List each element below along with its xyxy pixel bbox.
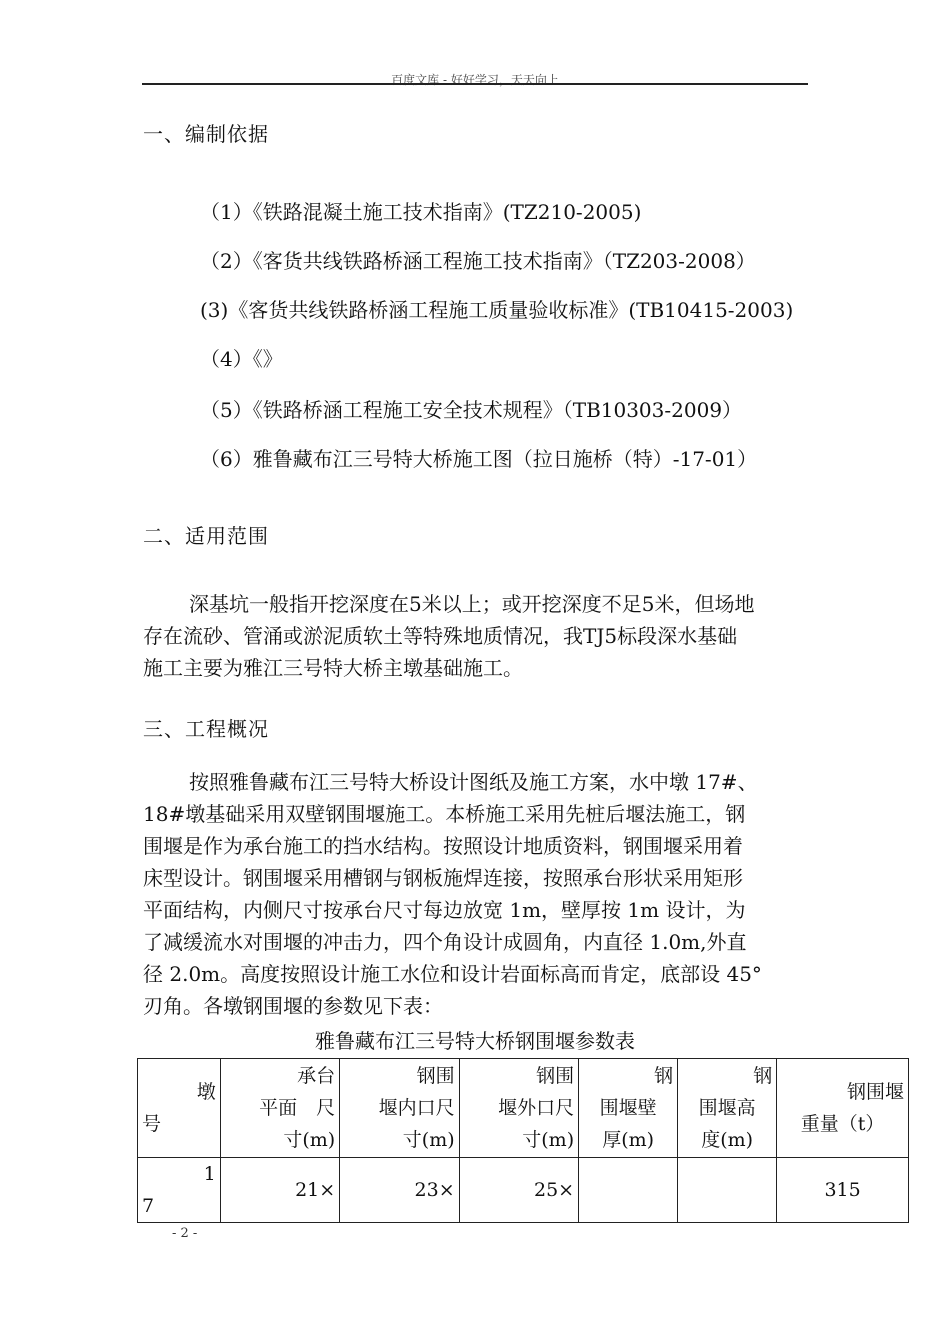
header-cell-wall-thickness: [579, 1059, 678, 1158]
table-caption: 雅鲁藏布江三号特大桥钢围堰参数表: [315, 1029, 635, 1053]
overview-line: 按照雅鲁藏布江三号特大桥设计图纸及施工方案，水中墩 17#、: [189, 770, 758, 794]
header-text: 钢围: [536, 1065, 575, 1087]
header-cell-outer-size: [459, 1059, 578, 1158]
reference-item-5: （5）《铁路桥涵工程施工安全技术规程》（TB10303-2009）: [200, 398, 743, 422]
scope-line: 存在流砂、管涌或淤泥质软土等特殊地质情况，我TJ5标段深水基础: [143, 624, 738, 648]
cell-outer-size: 25×: [459, 1158, 578, 1223]
header-text: 围堰高: [698, 1097, 756, 1119]
table-header-row: [138, 1059, 909, 1158]
section-heading-overview: 三、工程概况: [143, 717, 269, 741]
header-text: 寸(m): [522, 1129, 575, 1151]
cell-weight: 315: [777, 1158, 909, 1223]
header-text: 承台: [297, 1065, 336, 1087]
header-text: 钢: [753, 1065, 773, 1087]
header-cell-height: [678, 1059, 777, 1158]
overview-line: 18#墩基础采用双壁钢围堰施工。本桥施工采用先桩后堰法施工，钢: [143, 802, 746, 826]
overview-line: 围堰是作为承台施工的挡水结构。按照设计地质资料，钢围堰采用着: [143, 834, 743, 858]
header-cell-inner-size: [340, 1059, 459, 1158]
cell-cap-size: 21×: [220, 1158, 339, 1223]
header-text: 钢围堰: [846, 1081, 904, 1103]
page-number: - 2 -: [172, 1226, 198, 1241]
header-text: 堰外口尺: [498, 1097, 575, 1119]
overview-line: 刃角。各墩钢围堰的参数见下表：: [143, 994, 443, 1018]
reference-item-6: （6）雅鲁藏布江三号特大桥施工图（拉日施桥（特）-17-01）: [200, 447, 758, 471]
header-text: 度(m): [701, 1129, 754, 1151]
scope-line: 施工主要为雅江三号特大桥主墩基础施工。: [143, 656, 523, 680]
table-row: [138, 1158, 909, 1223]
reference-item-2: （2）《客货共线铁路桥涵工程施工技术指南》（TZ203-2008）: [200, 249, 756, 273]
header-cell-pier-no: [138, 1059, 221, 1158]
reference-item-3: (3)《客货共线铁路桥涵工程施工质量验收标准》(TB10415-2003): [200, 298, 794, 322]
reference-item-4: （4）《》: [200, 347, 283, 371]
header-rule: [142, 83, 808, 85]
cell-inner-size: 23×: [340, 1158, 459, 1223]
header-text: 堰内口尺: [378, 1097, 455, 1119]
overview-line: 径 2.0m。高度按照设计施工水位和设计岩面标高而肯定，底部设 45°: [143, 962, 762, 986]
header-text: 厚(m): [602, 1129, 655, 1151]
scope-line: 深基坑一般指开挖深度在5米以上；或开挖深度不足5米，但场地: [189, 592, 755, 616]
cell-pier-no: [138, 1158, 221, 1223]
overview-line: 了减缓流水对围堰的冲击力，四个角设计成圆角，内直径 1.0m,外直: [143, 930, 747, 954]
header-text: 钢: [654, 1065, 674, 1087]
header-text: 平面 尺: [259, 1097, 336, 1119]
overview-line: 平面结构，内侧尺寸按承台尺寸每边放宽 1m，壁厚按 1m 设计，为: [143, 898, 746, 922]
header-text: 钢围: [416, 1065, 455, 1087]
cell-height: [678, 1158, 777, 1223]
scope-paragraph: [143, 588, 808, 684]
reference-item-1: （1）《铁路混凝土施工技术指南》(TZ210-2005): [200, 200, 642, 224]
header-text: 号: [142, 1113, 162, 1135]
overview-paragraph: [143, 766, 808, 1022]
header-text: 墩: [196, 1081, 216, 1103]
cofferdam-parameter-table: [137, 1058, 909, 1223]
overview-line: 床型设计。钢围堰采用槽钢与钢板施焊连接，按照承台形状采用矩形: [143, 866, 743, 890]
cell-wall-thickness: [579, 1158, 678, 1223]
header-text: 重量（t）: [800, 1113, 885, 1135]
header-text: 围堰壁: [599, 1097, 657, 1119]
section-heading-basis: 一、编制依据: [143, 122, 269, 146]
cell-text: 1: [203, 1163, 216, 1185]
header-text: 寸(m): [283, 1129, 336, 1151]
header-cell-weight: [777, 1059, 909, 1158]
section-heading-scope: 二、适用范围: [143, 524, 269, 548]
header-text: 寸(m): [402, 1129, 455, 1151]
cell-text: 7: [142, 1195, 155, 1217]
page-header-text: 百度文库 - 好好学习，天天向上: [391, 73, 559, 87]
header-cell-cap-size: [220, 1059, 339, 1158]
